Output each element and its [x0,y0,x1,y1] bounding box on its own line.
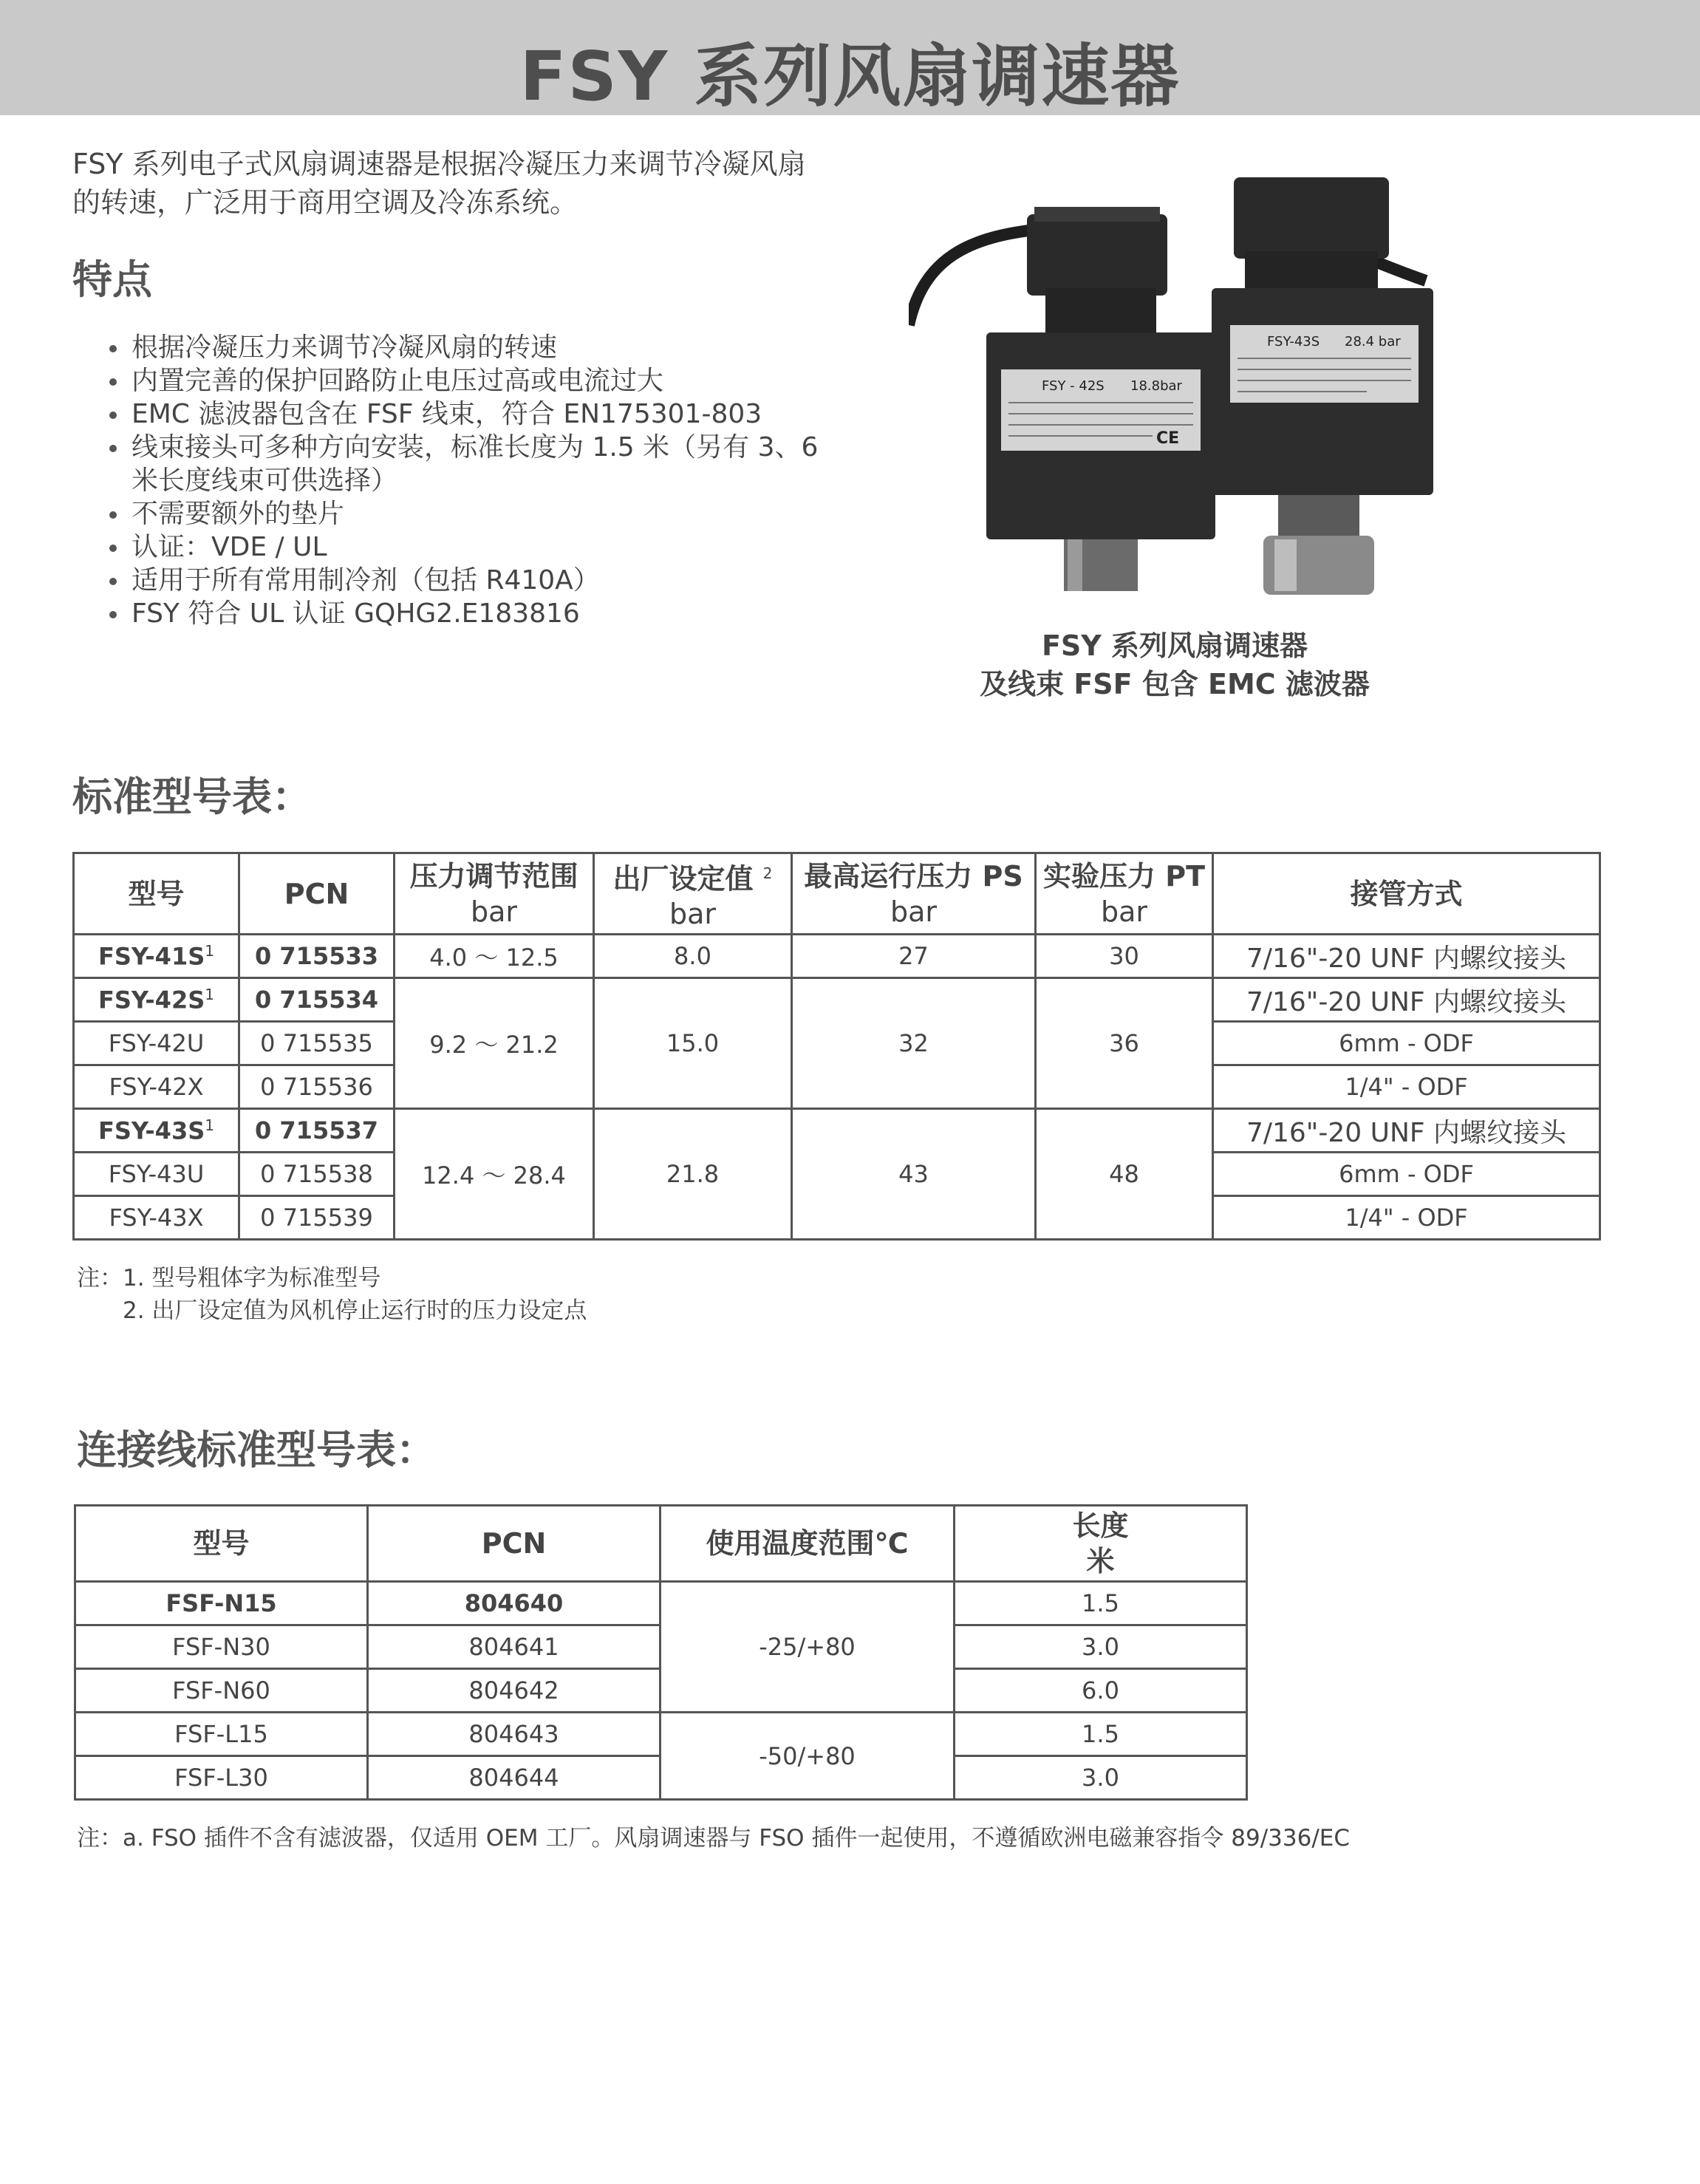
length-cell: 1.5 [955,1713,1247,1756]
ps-cell: 27 [792,935,1036,978]
temp-cell: -25/+80 [660,1582,955,1713]
range-cell: 4.0 ～ 12.5 [395,935,594,978]
pcn-cell: 804642 [368,1669,660,1713]
features-list [109,331,848,630]
ps-cell: 32 [792,978,1036,1109]
connection-cell: 6mm - ODF [1213,1022,1600,1065]
model-cell: FSF-L30 [75,1756,368,1800]
header-connection: 接管方式 [1213,853,1600,935]
feature-item: 线束接头可多种方向安装，标准长度为 1.5 米（另有 3、6 米长度线束可供选择） [109,431,848,497]
right-regulator [1212,177,1433,595]
model-cell: FSF-N60 [75,1669,368,1713]
ce-mark: CE [1156,429,1180,448]
setting-cell: 15.0 [594,978,792,1109]
right-label-value: 28.4 bar [1345,334,1401,349]
model-cell: FSY-$43S^1$ [74,1109,239,1153]
pcn-cell: 0 715539 [239,1196,395,1240]
connection-cell: 1/4" - ODF [1213,1065,1600,1109]
model-cell: FSF-N30 [75,1625,368,1669]
model-cell: FSF-N15 [75,1582,368,1625]
left-regulator [986,207,1215,591]
note-2: 2. 出厂设定值为风机停止运行时的压力设定点 [123,1297,587,1324]
table2-heading: 连接线标准型号表： [77,1427,436,1473]
header-temp: 使用温度范围℃ [660,1506,955,1582]
left-label-model: FSY - 42S [1042,378,1105,394]
model-cell: FSY-$41S^1$ [74,935,239,978]
connection-cell: 7/16"-20 UNF 内螺纹接头 [1213,978,1600,1022]
header-pcn: PCN [368,1506,660,1582]
length-cell: 3.0 [955,1756,1247,1800]
range-cell: 9.2 ～ 21.2 [395,978,594,1109]
connection-cell: 7/16"-20 UNF 内螺纹接头 [1213,1109,1600,1153]
intro-paragraph: FSY 系列电子式风扇调速器是根据冷凝压力来调节冷凝风扇的转速，广泛用于商用空调及冷冻系统。 [72,148,806,219]
page-title: FSY 系列风扇调速器 [519,37,1181,116]
feature-item: 根据冷凝压力来调节冷凝风扇的转速 [109,331,848,364]
header-model: 型号 [74,853,239,935]
left-label-value: 18.8bar [1130,378,1182,394]
pcn-cell: 0 715538 [239,1153,395,1196]
table2-header-row [75,1506,1247,1582]
features-heading: 特点 [72,256,152,303]
ps-cell: 43 [792,1109,1036,1240]
model-cell: FSY-42U [74,1022,239,1065]
note-prefix: 注： [77,1265,123,1291]
product-photo [909,148,1441,621]
setting-cell: 21.8 [594,1109,792,1240]
connection-cell: 1/4" - ODF [1213,1196,1600,1240]
model-cell: FSF-L15 [75,1713,368,1756]
feature-item: EMC 滤波器包含在 FSF 线束，符合 EN175301-803 [109,397,848,431]
table-row [74,978,1600,1022]
header-pt: 实验压力 PT bar [1036,853,1213,935]
pcn-cell: 804643 [368,1713,660,1756]
length-cell: 6.0 [955,1669,1247,1713]
header-setting: 出厂设定值 $^2$ bar [594,853,792,935]
table-row [74,1109,1600,1153]
note-1: 1. 型号粗体字为标准型号 [123,1265,381,1291]
model-cell: FSY-$42S^1$ [74,978,239,1022]
header-length: 长度 米 [955,1506,1247,1582]
connection-cell: 6mm - ODF [1213,1153,1600,1196]
table-row [74,935,1600,978]
header-pcn: PCN [239,853,395,935]
pcn-cell: 804644 [368,1756,660,1800]
pcn-cell: 804641 [368,1625,660,1669]
setting-cell: 8.0 [594,935,792,978]
model-cell: FSY-42X [74,1065,239,1109]
table1-heading: 标准型号表： [72,774,312,820]
cable-models-table [74,1504,1248,1801]
table-row [75,1582,1247,1625]
feature-item: 内置完善的保护回路防止电压过高或电流过大 [109,364,848,397]
table-row [75,1713,1247,1756]
feature-item: 认证：VDE / UL [109,530,848,564]
pt-cell: 30 [1036,935,1213,978]
feature-item: 不需要额外的垫片 [109,497,848,530]
feature-item: FSY 符合 UL 认证 GQHG2.E183816 [109,597,848,630]
header-model: 型号 [75,1506,368,1582]
pcn-cell: 0 715536 [239,1065,395,1109]
title-bar [0,0,1700,115]
length-cell: 1.5 [955,1582,1247,1625]
pcn-cell: 0 715535 [239,1022,395,1065]
model-cell: FSY-43U [74,1153,239,1196]
standard-models-table [72,852,1601,1241]
right-label-model: FSY-43S [1267,334,1320,349]
pcn-cell: 804640 [368,1582,660,1625]
pcn-cell: 0 715534 [239,978,395,1022]
pcn-cell: 0 715533 [239,935,395,978]
temp-cell: -50/+80 [660,1713,955,1800]
photo-caption-line1: FSY 系列风扇调速器 [1041,629,1308,662]
pt-cell: 48 [1036,1109,1213,1240]
header-ps: 最高运行压力 PS bar [792,853,1036,935]
table1-notes [77,1262,587,1327]
pcn-cell: 0 715537 [239,1109,395,1153]
connection-cell: 7/16"-20 UNF 内螺纹接头 [1213,935,1600,978]
photo-caption-line2: 及线束 FSF 包含 EMC 滤波器 [980,668,1370,700]
table2-note: 注：a. FSO 插件不含有滤波器，仅适用 OEM 工厂。风扇调速器与 FSO 插件一起使用，不遵循欧洲电磁兼容指令 89/336/EC [77,1825,1351,1852]
header-range: 压力调节范围 bar [395,853,594,935]
table1-header-row [74,853,1600,935]
photo-caption [909,627,1441,703]
length-cell: 3.0 [955,1625,1247,1669]
feature-item: 适用于所有常用制冷剂（包括 R410A） [109,564,848,597]
range-cell: 12.4 ～ 28.4 [395,1109,594,1240]
pt-cell: 36 [1036,978,1213,1109]
model-cell: FSY-43X [74,1196,239,1240]
